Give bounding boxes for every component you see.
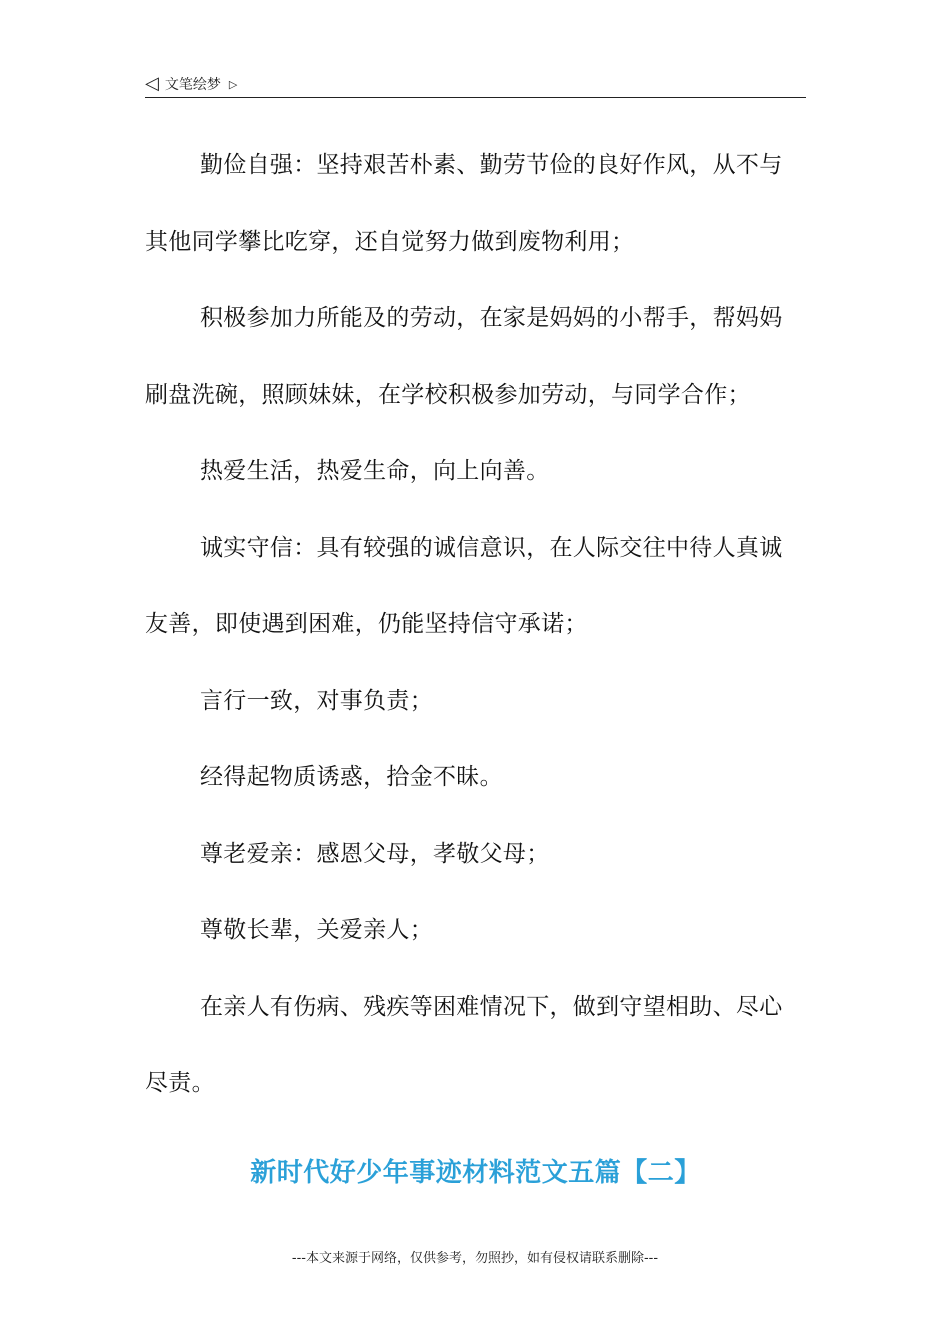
left-triangle-icon: ◁ bbox=[145, 73, 159, 94]
paragraph-2-line-1: 积极参加力所能及的劳动，在家是妈妈的小帮手，帮妈妈 bbox=[200, 305, 783, 331]
paragraph-4-line-2: 友善，即使遇到困难，仍能坚持信守承诺； bbox=[145, 611, 588, 637]
paragraph-9-line-1: 在亲人有伤病、残疾等困难情况下，做到守望相助、尽心 bbox=[200, 993, 783, 1020]
document-header bbox=[145, 72, 237, 96]
paragraph-7: 尊老爱亲：感恩父母，孝敬父母； bbox=[200, 840, 550, 867]
paragraph-5: 言行一致，对事负责； bbox=[200, 687, 433, 714]
paragraph-9-line-2: 尽责。 bbox=[145, 1070, 215, 1096]
header-title: 文笔绘梦 bbox=[164, 77, 221, 93]
header-divider bbox=[145, 97, 806, 98]
paragraph-1-line-2: 其他同学攀比吃穿，还自觉努力做到废物利用； bbox=[145, 228, 635, 255]
right-triangle-icon: ▷ bbox=[228, 77, 238, 91]
paragraph-4-line-1: 诚实守信：具有较强的诚信意识，在人际交往中待人真诚 bbox=[200, 534, 783, 561]
footer-disclaimer: ---本文来源于网络，仅供参考，勿照抄，如有侵权请联系删除--- bbox=[291, 1251, 659, 1266]
section-title: 新时代好少年事迹材料范文五篇【二】 bbox=[250, 1158, 701, 1188]
paragraph-1-line-1: 勤俭自强：坚持艰苦朴素、勤劳节俭的良好作风，从不与 bbox=[200, 152, 783, 178]
paragraph-8: 尊敬长辈，关爱亲人； bbox=[200, 917, 433, 943]
paragraph-2-line-2: 刷盘洗碗，照顾妹妹，在学校积极参加劳动，与同学合作； bbox=[145, 381, 751, 408]
paragraph-3: 热爱生活，热爱生命，向上向善。 bbox=[200, 458, 550, 484]
document-body bbox=[145, 127, 806, 1122]
paragraph-6: 经得起物质诱惑，拾金不昧。 bbox=[200, 764, 503, 790]
